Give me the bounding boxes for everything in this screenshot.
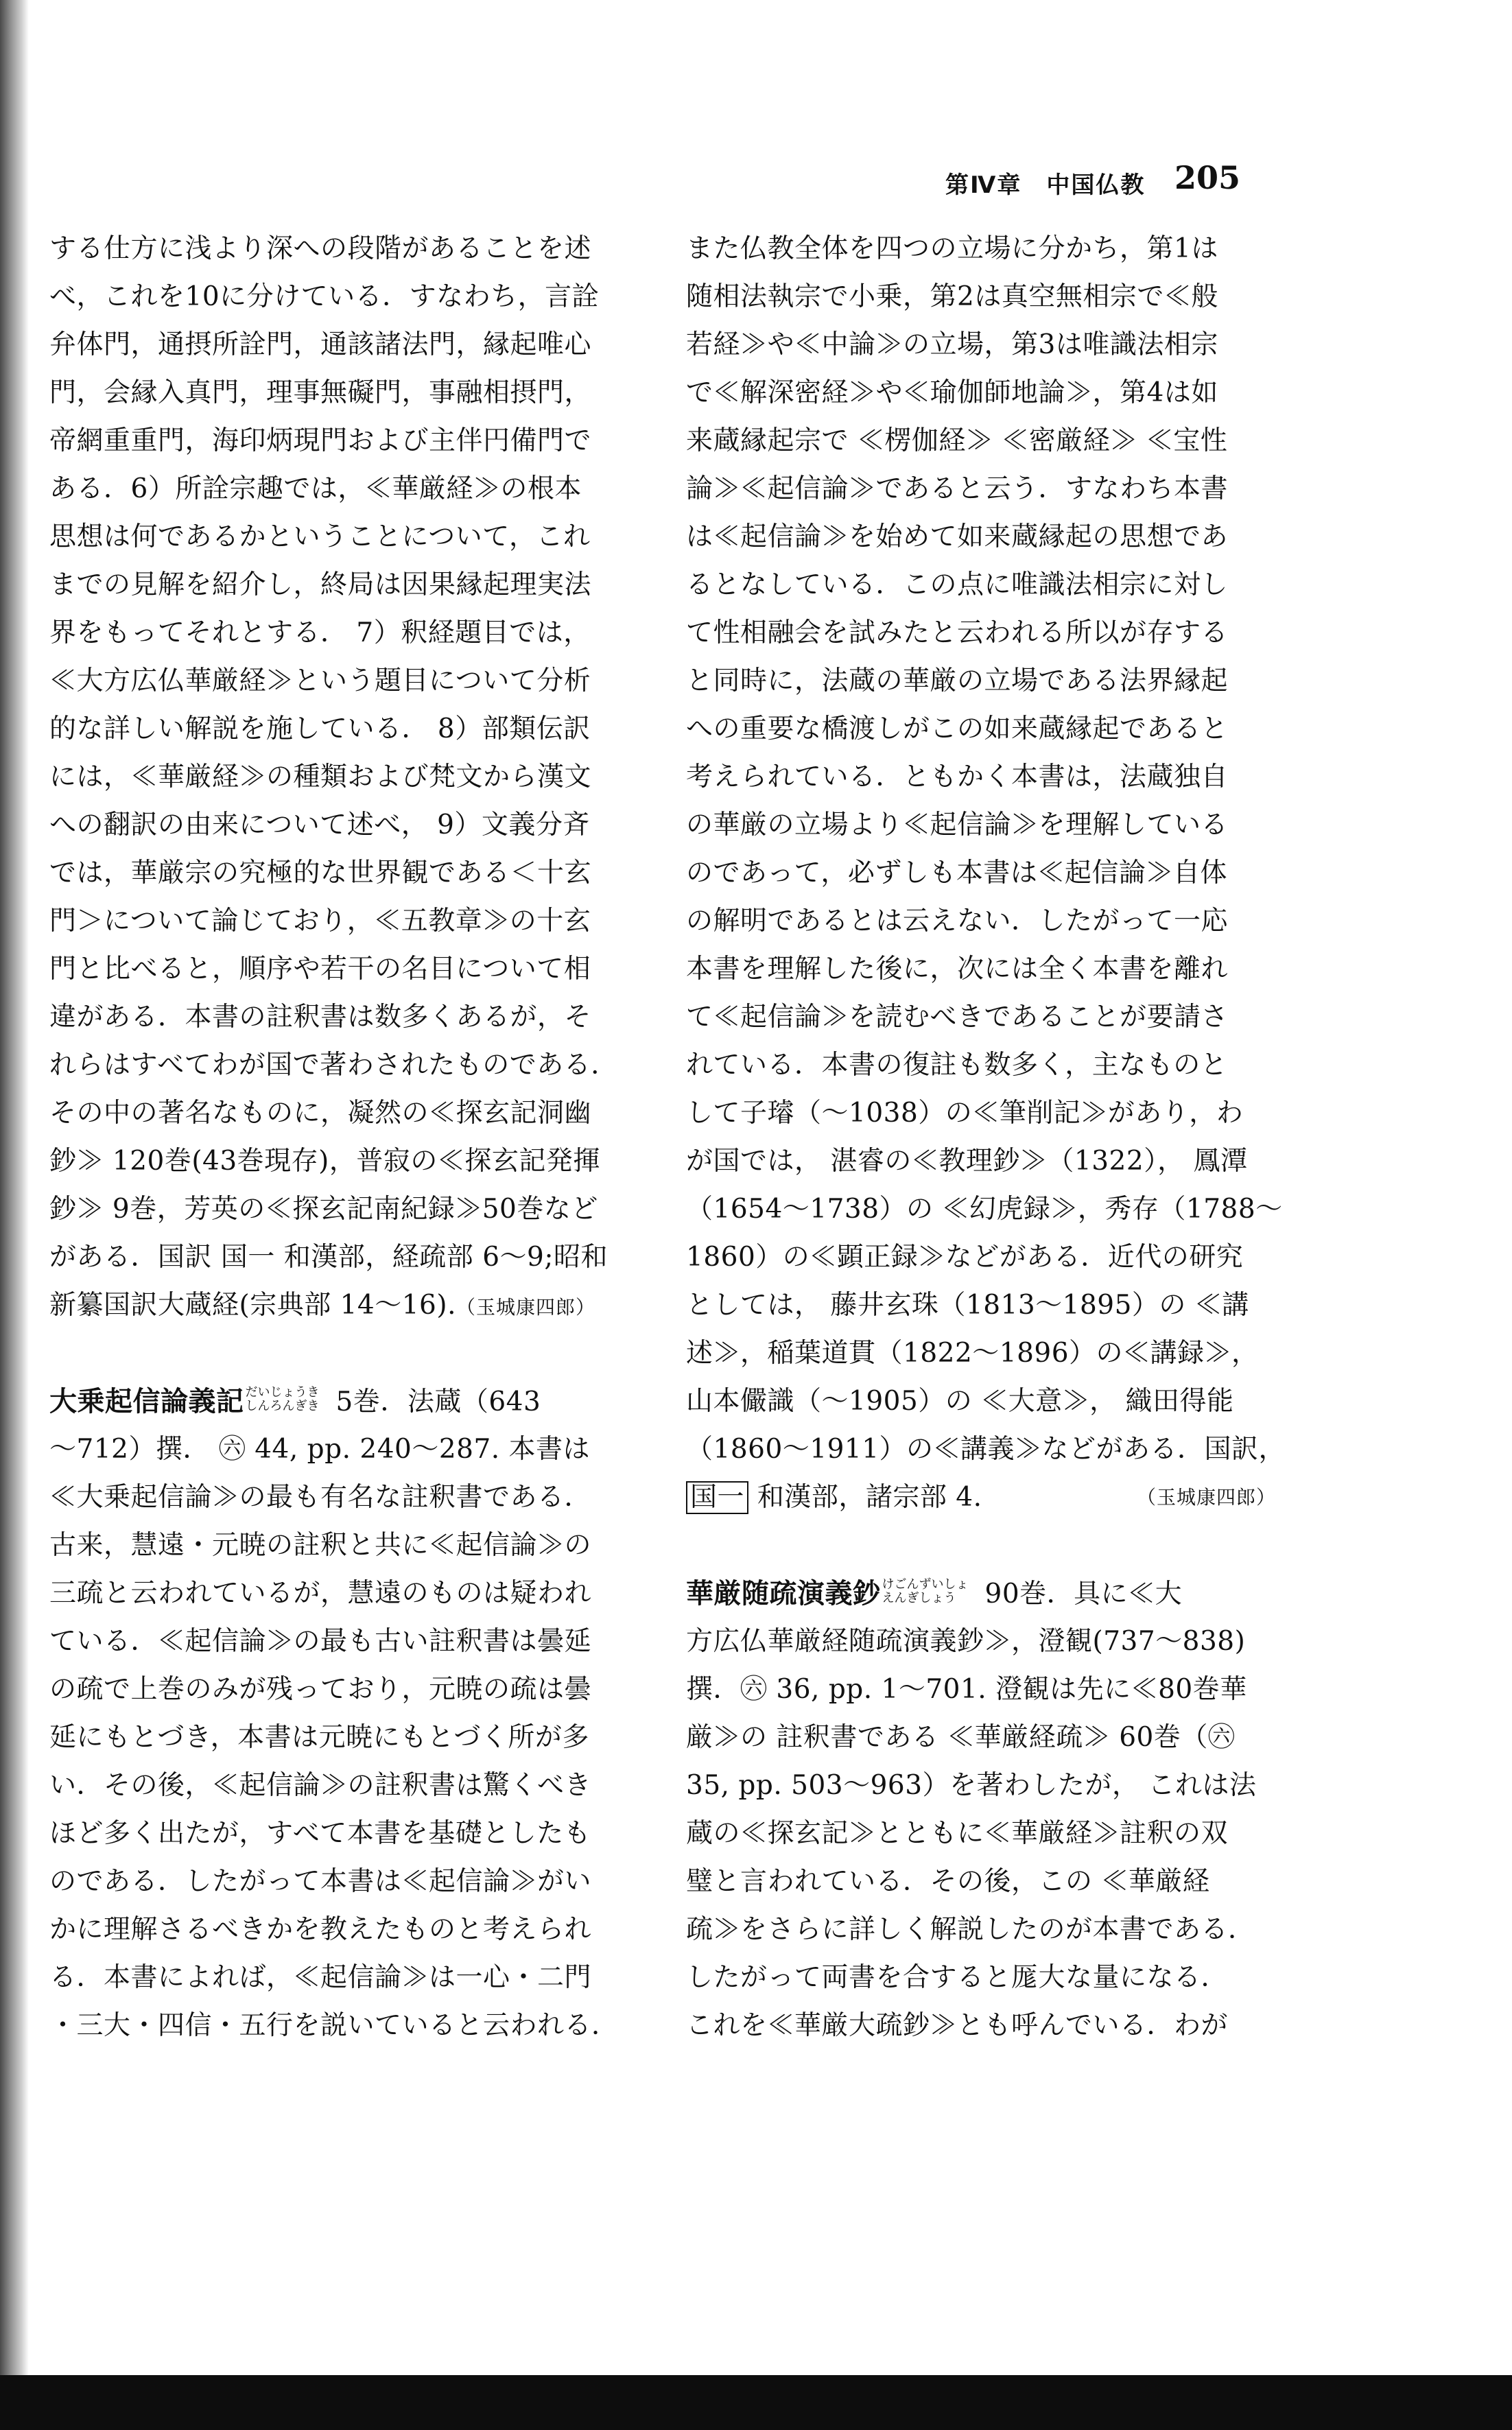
entry-separator bbox=[686, 1522, 1290, 1570]
author-signature: （玉城康四郎） bbox=[456, 1296, 595, 1319]
text-line: 帝網重重門，海印炳現門および主伴円備門で bbox=[49, 425, 592, 456]
entry-continuation-text bbox=[49, 225, 653, 1330]
text-line: 的な詳しい解説を施している． 8）部類伝訳 bbox=[49, 713, 591, 744]
text-line: 弁体門，通摂所詮門，通該諸法門，縁起唯心 bbox=[49, 329, 592, 360]
entry-heading-line bbox=[686, 1570, 1290, 1618]
author-signature: （玉城康四郎） bbox=[1136, 1486, 1276, 1509]
text-line: 若経≫や≪中論≫の立場，第3は唯識法相宗 bbox=[686, 329, 1218, 360]
text-line: 界をもってそれとする． 7）釈経題目では， bbox=[49, 617, 591, 648]
text-line: ・三大・四信・五行を説いていると云われる． bbox=[49, 2010, 619, 2041]
text-line bbox=[49, 1282, 653, 1330]
text-line: 山本儼識（～1905）の ≪大意≫， 織田得能 bbox=[686, 1386, 1234, 1417]
text-line: では，華厳宗の究極的な世界観である＜十玄 bbox=[49, 858, 592, 888]
running-header-chapter: 第Ⅳ章 中国仏教 bbox=[945, 172, 1146, 199]
text-line: 来蔵縁起宗で ≪楞伽経≫ ≪密厳経≫ ≪宝性 bbox=[686, 425, 1228, 456]
text-line: の疏で上巻のみが残っており，元暁の疏は曇 bbox=[49, 1674, 592, 1705]
text-line: 門と比べると，順序や若干の名目について相 bbox=[49, 954, 591, 984]
text-line: には，≪華厳経≫の種類および梵文から漢文 bbox=[49, 762, 592, 792]
entry-headword: 華厳随疏演義鈔 bbox=[686, 1578, 881, 1609]
text-line: ほど多く出たが，すべて本書を基礎としたも bbox=[49, 1818, 591, 1849]
page-number: 205 bbox=[1174, 159, 1241, 196]
text-line: 鈔≫ 120巻(43巻現存)，普寂の≪探玄記発揮 bbox=[49, 1146, 600, 1177]
text-line: までの見解を紹介し，終局は因果縁起理実法 bbox=[49, 569, 592, 600]
text-line: 方広仏華厳経随疏演義鈔≫，澄観(737～838) bbox=[686, 1626, 1246, 1657]
headword-reading: けごんずいしょ えんぎしょう bbox=[882, 1577, 969, 1605]
text-line: その中の著名なものに，凝然の≪探玄記洞幽 bbox=[49, 1098, 592, 1129]
headword-reading: だいじょうき しんろんぎき bbox=[245, 1385, 320, 1413]
text-line: ≪大方広仏華厳経≫という題目について分析 bbox=[49, 665, 591, 696]
text-line: がある．国訳 国一 和漢部，経疏部 6～9;昭和 bbox=[49, 1242, 608, 1273]
text-fragment: 和漢部，諸宗部 4. bbox=[748, 1482, 982, 1513]
entry-headword: 大乗起信論義記 bbox=[49, 1386, 244, 1417]
text-line: と同時に，法蔵の華厳の立場である法界縁起 bbox=[686, 665, 1229, 696]
scan-bottom-edge bbox=[0, 2375, 1512, 2430]
text-line: 古来，慧遠・元暁の註釈と共に≪起信論≫の bbox=[49, 1530, 592, 1561]
text-line: て≪起信論≫を読むべきであることが要請さ bbox=[686, 1002, 1229, 1033]
text-line: 述≫，稲葉道貫（1822～1896）の≪講録≫， bbox=[686, 1338, 1259, 1369]
entry-daijo-kishinron-giki bbox=[49, 1378, 653, 2050]
text-line: して子璿（～1038）の≪筆削記≫があり，わ bbox=[686, 1098, 1244, 1129]
text-line: また仏教全体を四つの立場に分かち，第1は bbox=[686, 233, 1218, 264]
entry-first-line: 5巻．法蔵（643 bbox=[335, 1387, 541, 1417]
text-line: 1860）の≪顕正録≫などがある．近代の研究 bbox=[686, 1242, 1244, 1273]
text-line: 鈔≫ 9巻，芳英の≪探玄記南紀録≫50巻など bbox=[49, 1194, 598, 1225]
entry-separator bbox=[49, 1330, 653, 1378]
text-line: したがって両書を合すると厖大な量になる． bbox=[686, 1962, 1229, 1993]
text-line bbox=[686, 1474, 1290, 1522]
text-line: る．本書によれば，≪起信論≫は一心・二門 bbox=[49, 1962, 592, 1993]
text-line: （1654～1738）の ≪幻虎録≫，秀存（1788～ bbox=[686, 1194, 1283, 1225]
text-line: （1860～1911）の≪講義≫などがある．国訳， bbox=[686, 1434, 1286, 1465]
entry-continuation-text bbox=[686, 225, 1290, 1522]
book-spine-shadow bbox=[0, 0, 29, 2430]
right-column bbox=[686, 225, 1290, 2050]
text-line: ある．6）所詮宗趣では，≪華厳経≫の根本 bbox=[49, 473, 582, 504]
left-column bbox=[49, 225, 653, 2050]
text-line: れている．本書の復註も数多く，主なものと bbox=[686, 1050, 1228, 1081]
text-line: 延にもとづき，本書は元暁にもとづく所が多 bbox=[49, 1722, 589, 1753]
text-fragment: 新纂国訳大蔵経(宗典部 14～16). bbox=[49, 1290, 456, 1321]
text-line: るとなしている．この点に唯識法相宗に対し bbox=[686, 569, 1229, 600]
text-line: 璧と言われている．その後，この ≪華厳経 bbox=[686, 1866, 1210, 1897]
text-line: 蔵の≪探玄記≫とともに≪華厳経≫註釈の双 bbox=[686, 1818, 1229, 1849]
text-line: 撰．㊅ 36, pp. 1～701. 澄観は先に≪80巻華 bbox=[686, 1674, 1247, 1705]
text-line: の解明であるとは云えない．したがって一応 bbox=[686, 906, 1229, 936]
text-line: が国では， 湛睿の≪教理鈔≫（1322）， 鳳潭 bbox=[686, 1146, 1248, 1177]
text-line: は≪起信論≫を始めて如来蔵縁起の思想であ bbox=[686, 521, 1229, 552]
text-line: い．その後，≪起信論≫の註釈書は驚くべき bbox=[49, 1770, 592, 1801]
text-line: れらはすべてわが国で著わされたものである． bbox=[49, 1050, 618, 1081]
kokuyaku-abbrev-box: 国一 bbox=[686, 1481, 748, 1514]
text-line: の華厳の立場より≪起信論≫を理解している bbox=[686, 810, 1229, 840]
text-line: 思想は何であるかということについて，これ bbox=[49, 521, 591, 552]
entry-heading-line bbox=[49, 1378, 653, 1426]
text-line: への翻訳の由来について述べ， 9）文義分斉 bbox=[49, 810, 590, 840]
text-line: かに理解さるべきかを教えたものと考えられ bbox=[49, 1914, 592, 1945]
text-line: 三疏と云われているが，慧遠のものは疑われ bbox=[49, 1578, 592, 1609]
text-line: のである．したがって本書は≪起信論≫がい bbox=[49, 1866, 592, 1897]
text-line: 随相法執宗で小乗，第2は真空無相宗で≪般 bbox=[686, 281, 1218, 312]
text-line: て性相融会を試みたと云われる所以が存する bbox=[686, 617, 1229, 648]
text-line: のであって，必ずしも本書は≪起信論≫自体 bbox=[686, 858, 1227, 888]
text-line: 門，会縁入真門，理事無礙門，事融相摂門， bbox=[49, 377, 592, 408]
entry-kegon-zuisho-engisho bbox=[686, 1570, 1290, 2050]
text-line: で≪解深密経≫や≪瑜伽師地論≫，第4は如 bbox=[686, 377, 1218, 408]
text-line: としては， 藤井玄珠（1813～1895）の ≪講 bbox=[686, 1290, 1249, 1321]
text-line: 厳≫の 註釈書である ≪華厳経疏≫ 60巻（㊅ bbox=[686, 1722, 1236, 1753]
text-line: これを≪華厳大疏鈔≫とも呼んでいる．わが bbox=[686, 2010, 1229, 2041]
text-line: への重要な橋渡しがこの如来蔵縁起であると bbox=[686, 713, 1229, 744]
text-line: 疏≫をさらに詳しく解説したのが本書である． bbox=[686, 1914, 1255, 1945]
text-line: 門＞について論じており，≪五教章≫の十玄 bbox=[49, 906, 591, 936]
text-line: べ，これを10に分けている．すなわち，言詮 bbox=[49, 281, 600, 312]
text-line: 違がある．本書の註釈書は数多くあるが，そ bbox=[49, 1002, 592, 1033]
text-line: ている．≪起信論≫の最も古い註釈書は曇延 bbox=[49, 1626, 592, 1657]
text-line: 考えられている．ともかく本書は，法蔵独自 bbox=[686, 762, 1229, 792]
text-line: する仕方に浅より深への段階があることを述 bbox=[49, 233, 592, 264]
text-line: 本書を理解した後に，次には全く本書を離れ bbox=[686, 954, 1229, 984]
entry-first-line: 90巻．具に≪大 bbox=[984, 1579, 1183, 1609]
text-line: ～712）撰． ㊅ 44, pp. 240～287. 本書は bbox=[49, 1434, 591, 1465]
text-line: 論≫≪起信論≫であると云う．すなわち本書 bbox=[686, 473, 1229, 504]
text-line: 35, pp. 503～963）を著わしたが， これは法 bbox=[686, 1770, 1257, 1801]
text-line: ≪大乗起信論≫の最も有名な註釈書である． bbox=[49, 1482, 592, 1513]
